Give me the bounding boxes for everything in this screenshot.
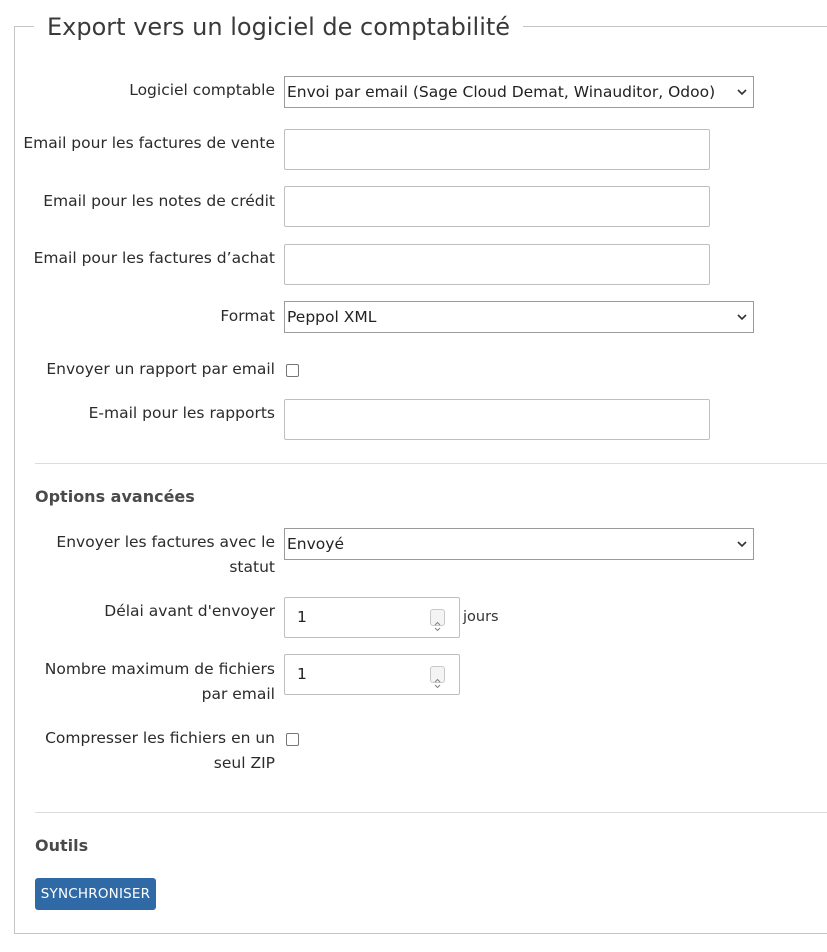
status-label: Envoyer les factures avec le statut xyxy=(56,533,275,576)
max-files-input[interactable] xyxy=(284,654,460,695)
send-report-label: Envoyer un rapport par email xyxy=(46,360,275,378)
sales-email-input[interactable] xyxy=(284,129,710,170)
purchase-email-label: Email pour les factures d’achat xyxy=(33,249,275,267)
max-files-value: 1 xyxy=(297,665,307,683)
delay-value: 1 xyxy=(297,608,307,626)
fieldset-legend: Export vers un logiciel de comptabilité xyxy=(34,10,523,44)
spinner-arrows-icon xyxy=(431,619,444,634)
format-select-value: Peppol XML xyxy=(287,308,377,326)
format-label: Format xyxy=(220,307,275,325)
tools-section-title: Outils xyxy=(35,836,89,855)
max-files-spinner[interactable] xyxy=(430,666,445,683)
software-select[interactable] xyxy=(284,76,754,108)
spinner-arrows-icon xyxy=(431,676,444,691)
status-select-value: Envoyé xyxy=(287,535,344,553)
software-label: Logiciel comptable xyxy=(129,81,275,99)
chevron-down-icon xyxy=(737,539,747,549)
advanced-section-title: Options avancées xyxy=(35,487,195,506)
credit-email-label: Email pour les notes de crédit xyxy=(43,192,275,210)
format-select[interactable] xyxy=(284,301,754,333)
report-email-label: E-mail pour les rapports xyxy=(88,404,275,422)
sales-email-label: Email pour les factures de vente xyxy=(23,134,275,152)
divider xyxy=(35,463,827,464)
zip-checkbox[interactable] xyxy=(286,733,299,746)
max-files-label: Nombre maximum de fichiers par email xyxy=(44,660,275,703)
credit-email-input[interactable] xyxy=(284,186,710,227)
purchase-email-input[interactable] xyxy=(284,244,710,285)
delay-input[interactable] xyxy=(284,597,460,638)
software-select-value: Envoi par email (Sage Cloud Demat, Winauditor, Odoo) xyxy=(287,83,716,101)
zip-label: Compresser les fichiers en un seul ZIP xyxy=(45,729,275,772)
report-email-input[interactable] xyxy=(284,399,710,440)
divider xyxy=(35,812,827,813)
delay-label: Délai avant d'envoyer xyxy=(104,602,275,620)
delay-spinner[interactable] xyxy=(430,609,445,626)
synchronize-button[interactable]: SYNCHRONISER xyxy=(35,878,156,910)
chevron-down-icon xyxy=(737,312,747,322)
delay-unit: jours xyxy=(463,609,499,625)
send-report-checkbox[interactable] xyxy=(286,364,299,377)
chevron-down-icon xyxy=(737,87,747,97)
status-select[interactable] xyxy=(284,528,754,560)
